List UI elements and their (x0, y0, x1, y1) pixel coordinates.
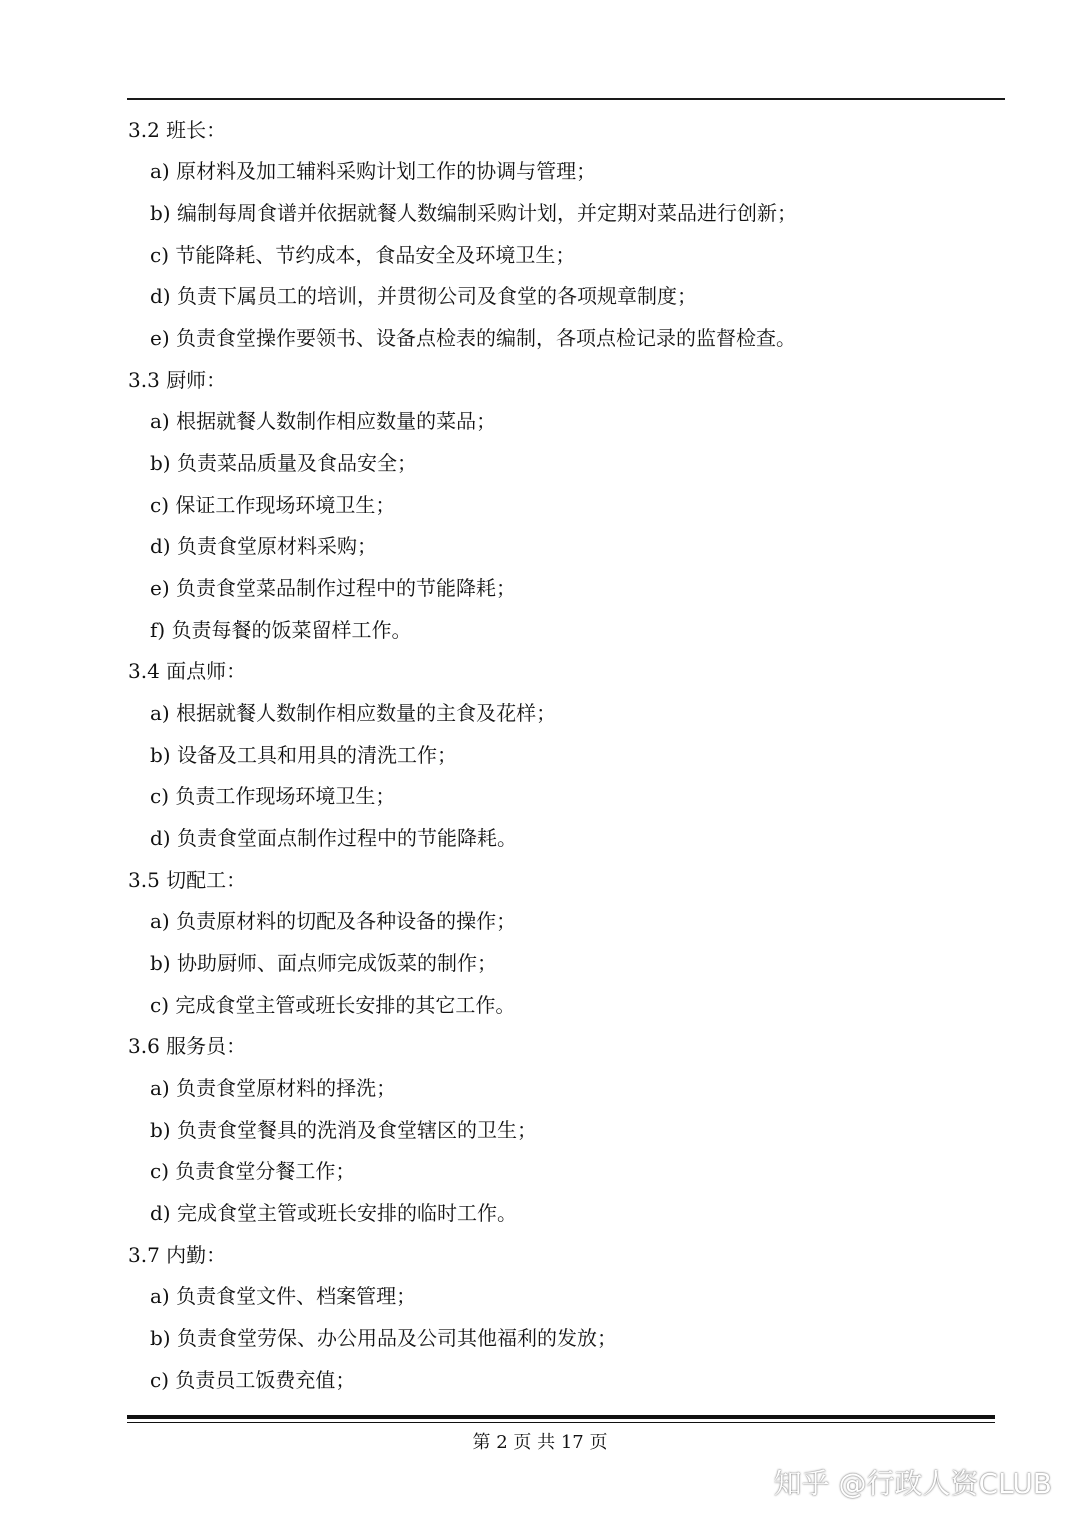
list-item: e) 负责食堂菜品制作过程中的节能降耗； (150, 576, 516, 600)
section-heading-3-3: 3.3 厨师： (128, 368, 227, 392)
list-item: c) 负责员工饭费充值； (150, 1368, 356, 1392)
list-item: a) 根据就餐人数制作相应数量的菜品； (150, 409, 497, 433)
list-item: c) 保证工作现场环境卫生； (150, 493, 396, 517)
section-heading-3-2: 3.2 班长： (128, 118, 227, 142)
list-item: a) 负责食堂文件、档案管理； (150, 1284, 417, 1308)
list-item: a) 根据就餐人数制作相应数量的主食及花样； (150, 701, 557, 725)
section-heading-3-6: 3.6 服务员： (128, 1034, 247, 1058)
list-item: c) 完成食堂主管或班长安排的其它工作。 (150, 993, 516, 1017)
header-rule (127, 98, 1005, 100)
list-item: b) 负责菜品质量及食品安全； (150, 451, 417, 475)
list-item: b) 编制每周食谱并依据就餐人数编制采购计划，并定期对菜品进行创新； (150, 201, 797, 225)
zhihu-watermark: 知乎 @行政人资CLUB (773, 1467, 1052, 1500)
list-item: e) 负责食堂操作要领书、设备点检表的编制，各项点检记录的监督检查。 (150, 326, 796, 350)
page-number: 第 2 页 共 17 页 (472, 1432, 608, 1453)
list-item: b) 设备及工具和用具的清洗工作； (150, 743, 457, 767)
list-item: b) 负责食堂餐具的洗消及食堂辖区的卫生； (150, 1118, 537, 1142)
section-heading-3-4: 3.4 面点师： (128, 659, 247, 683)
section-heading-3-5: 3.5 切配工： (128, 868, 247, 892)
list-item: c) 负责食堂分餐工作； (150, 1159, 356, 1183)
list-item: d) 负责食堂面点制作过程中的节能降耗。 (150, 826, 517, 850)
list-item: b) 负责食堂劳保、办公用品及公司其他福利的发放； (150, 1326, 617, 1350)
list-item: a) 原材料及加工辅料采购计划工作的协调与管理； (150, 159, 597, 183)
section-heading-3-7: 3.7 内勤： (128, 1243, 227, 1267)
list-item: f) 负责每餐的饭菜留样工作。 (150, 618, 412, 642)
list-item: d) 完成食堂主管或班长安排的临时工作。 (150, 1201, 517, 1225)
list-item: d) 负责食堂原材料采购； (150, 534, 377, 558)
footer-rule-thin (127, 1422, 995, 1423)
list-item: c) 负责工作现场环境卫生； (150, 784, 396, 808)
list-item: d) 负责下属员工的培训，并贯彻公司及食堂的各项规章制度； (150, 284, 697, 308)
list-item: a) 负责食堂原材料的择洗； (150, 1076, 397, 1100)
list-item: b) 协助厨师、面点师完成饭菜的制作； (150, 951, 497, 975)
footer-rule-thick (127, 1415, 995, 1419)
list-item: a) 负责原材料的切配及各种设备的操作； (150, 909, 517, 933)
list-item: c) 节能降耗、节约成本，食品安全及环境卫生； (150, 243, 576, 267)
